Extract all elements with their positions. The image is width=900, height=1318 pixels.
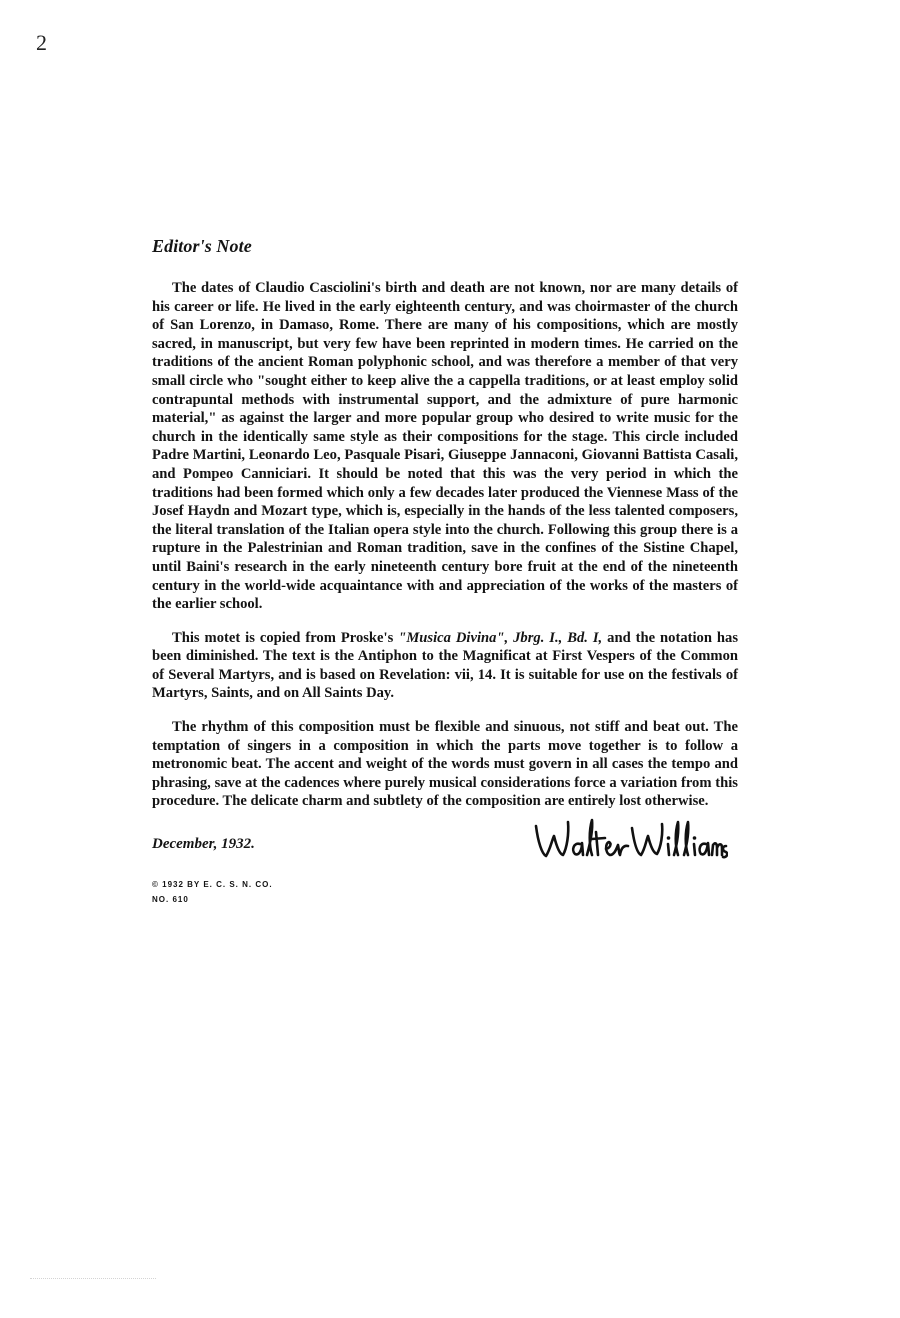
paragraph-biography: The dates of Claudio Casciolini's birth and death are not known, nor are many details of his career or life. He lived in the early eighteenth century, and was choirmaster of the church of San Lorenzo, in Damaso, Rome. There are many of his compositions, which are mostly sacred, in manuscript, but very few have been reprinted in modern times. He carried on the traditions of the ancient Roman polyphonic school, and was therefore a member of that very small circle who "sought either to keep alive the a cappella traditions, or at least employ solid contrapuntal methods with instrumental support, and the admixture of pure harmonic material," as against the larger and more popular group who desired to write music for the church in the identically same style as their compositions for the stage. This circle included Padre Martini, Leonardo Leo, Pasquale Pisari, Giuseppe Jannaconi, Giovanni Battista Casali, and Pompeo Canniciari. It should be noted that this was the very period in which the traditions had been formed which only a few decades later produced the Viennese Mass of the Josef Haydn and Mozart type, which is, especially in the hands of the less talented composers, the literal translation of the Italian opera style into the church. Following this group there is a rupture in the Palestrinian and Roman tradition, save in the confines of the Sistine Chapel, until Baini's research in the early nineteenth century bore fruit at the end of the nineteenth century in the world-wide acquaintance with and appreciation of the works of the masters of the earlier school. (152, 280, 738, 613)
note-title: Editor's Note (152, 236, 252, 256)
sign-off (152, 826, 738, 876)
editors-note (152, 236, 738, 904)
bottom-rule (30, 1278, 156, 1279)
page-number: 2 (36, 30, 47, 55)
paragraph-source-lead: This motet is copied from Proske's (172, 629, 399, 646)
signature (532, 812, 728, 872)
note-date: December, 1932. (152, 836, 255, 853)
copyright-notice: © 1932 BY E. C. S. N. CO. (152, 880, 273, 890)
catalog-number: NO. 610 (152, 895, 189, 905)
paragraph-source-rest: and the notation has been diminished. The text is the Antiphon to the Magnificat at First Vespers of the Common of Several Martyrs, and is based on Revelation: vii, 14. It is suitable for use on the festivals of Martyrs, Saints, and on All Saints Day. (152, 629, 739, 702)
paragraph-rhythm: The rhythm of this composition must be flexible and sinuous, not stiff and beat out. The temptation of singers in a composition in which the parts move together is to follow a metronomic beat. The accent and weight of the words must govern in all cases the tempo and phrasing, save at the cadences where purely musical considerations force a variation from this procedure. The delicate charm and subtlety of the composition are entirely lost otherwise. (152, 719, 738, 810)
paragraph-source-title: "Musica Divina", Jbrg. I., Bd. I, (398, 629, 603, 646)
paragraph-source (152, 629, 738, 703)
